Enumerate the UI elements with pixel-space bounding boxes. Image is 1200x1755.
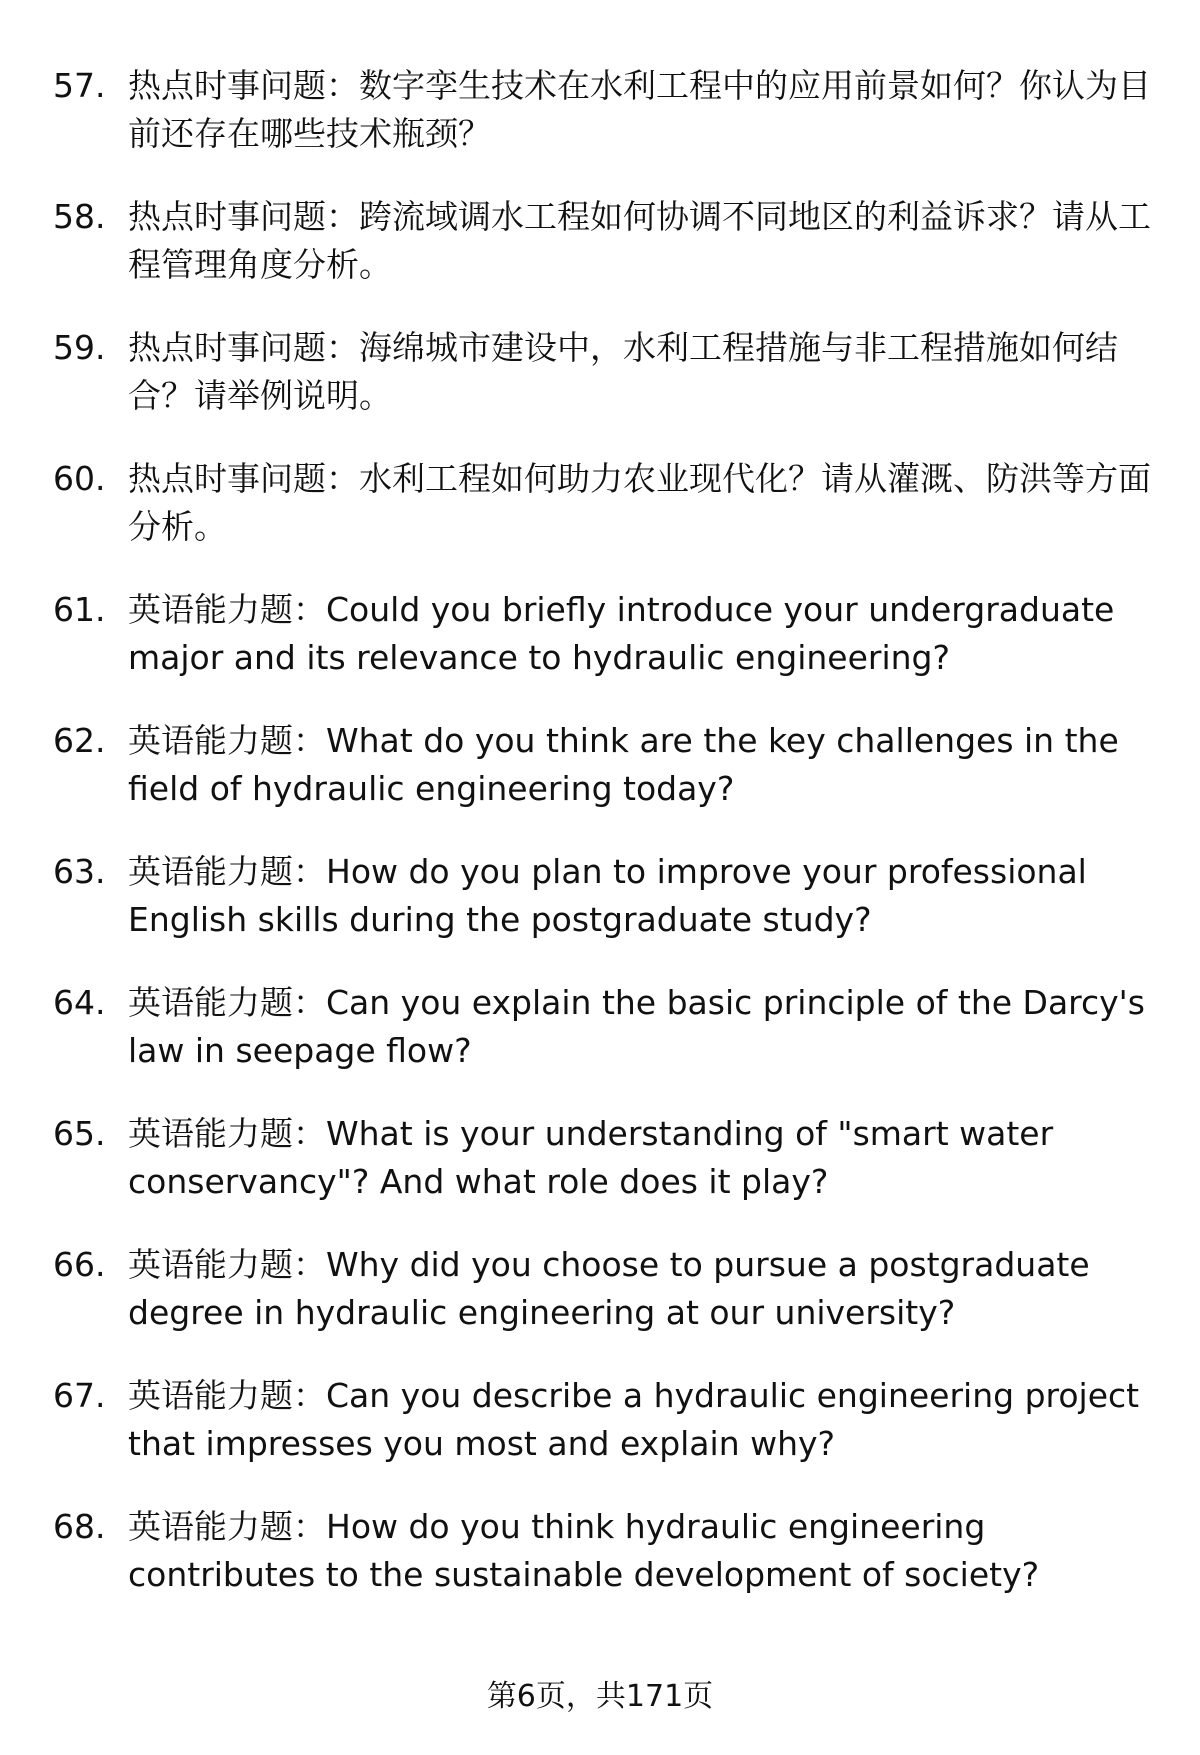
question-text: 热点时事问题：海绵城市建设中，水利工程措施与非工程措施如何结合？请举例说明。: [128, 328, 1118, 415]
question-text: 英语能力题：How do you think hydraulic engineering contributes to the sustainable development of society?: [128, 1507, 1040, 1594]
page-number: 第6页，共171页: [486, 1679, 714, 1714]
question-item: [0, 586, 1200, 682]
question-item: [0, 1503, 1200, 1599]
question-number: 66.: [53, 1245, 106, 1284]
question-number: 57.: [53, 66, 106, 105]
question-item: [0, 193, 1200, 289]
question-number: 61.: [53, 590, 106, 629]
question-text: 英语能力题：What is your understanding of "smart water conservancy"? And what role does it play?: [128, 1114, 1054, 1201]
question-text: 英语能力题：How do you plan to improve your professional English skills during the postgraduate study?: [128, 852, 1087, 939]
question-text: 英语能力题：Why did you choose to pursue a postgraduate degree in hydraulic engineering at our university?: [128, 1245, 1090, 1332]
question-list: [0, 62, 1200, 1634]
question-item: [0, 1241, 1200, 1337]
question-item: [0, 848, 1200, 944]
question-text: 热点时事问题：水利工程如何助力农业现代化？请从灌溉、防洪等方面分析。: [128, 459, 1151, 546]
question-number: 67.: [53, 1376, 106, 1415]
question-text: 热点时事问题：跨流域调水工程如何协调不同地区的利益诉求？请从工程管理角度分析。: [128, 197, 1151, 284]
question-text: 热点时事问题：数字孪生技术在水利工程中的应用前景如何？你认为目前还存在哪些技术瓶颈？: [128, 66, 1151, 153]
question-number: 65.: [53, 1114, 106, 1153]
question-number: 60.: [53, 459, 106, 498]
question-item: [0, 1372, 1200, 1468]
question-number: 58.: [53, 197, 106, 236]
question-item: [0, 717, 1200, 813]
question-text: 英语能力题：Can you describe a hydraulic engineering project that impresses you most and explain why?: [128, 1376, 1140, 1463]
question-number: 64.: [53, 983, 106, 1022]
question-text: 英语能力题：Could you briefly introduce your undergraduate major and its relevance to hydraulic engineering?: [128, 590, 1115, 677]
question-item: [0, 455, 1200, 551]
question-text: 英语能力题：Can you explain the basic principle of the Darcy's law in seepage flow?: [128, 983, 1145, 1070]
question-item: [0, 979, 1200, 1075]
question-number: 62.: [53, 721, 106, 760]
question-item: [0, 1110, 1200, 1206]
question-item: [0, 62, 1200, 158]
question-number: 59.: [53, 328, 106, 367]
question-text: 英语能力题：What do you think are the key challenges in the field of hydraulic engineering today?: [128, 721, 1119, 808]
question-item: [0, 324, 1200, 420]
question-number: 63.: [53, 852, 106, 891]
question-number: 68.: [53, 1507, 106, 1546]
